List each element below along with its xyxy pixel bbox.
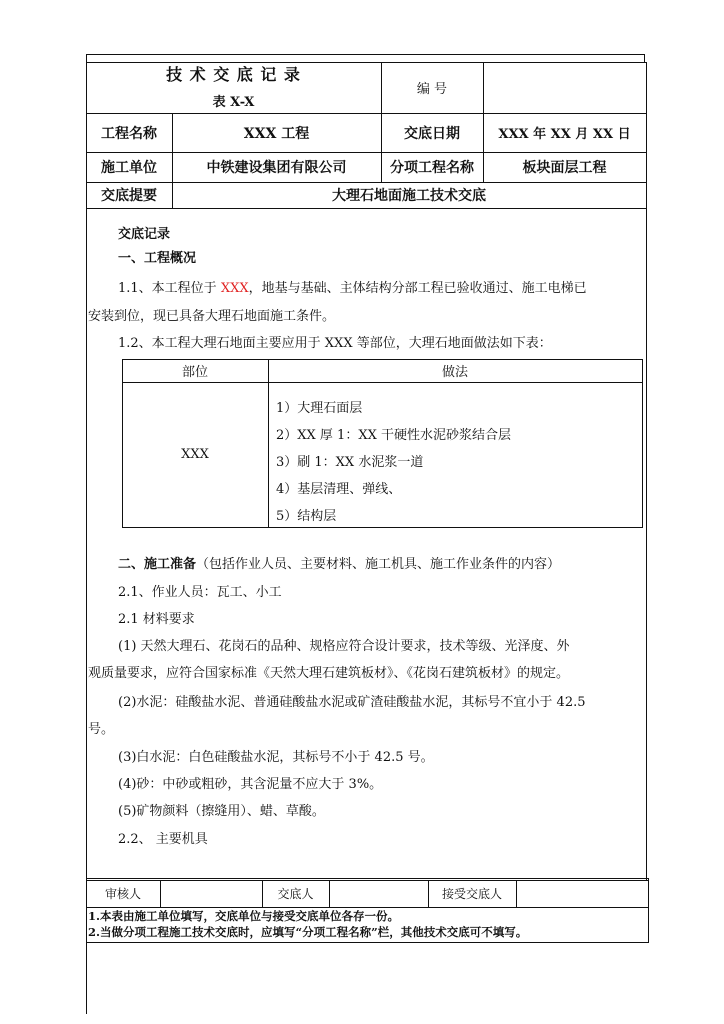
note-1: 1.本表由施工单位填写，交底单位与接受交底单位各存一份。 (88, 909, 400, 923)
summary-label: 交底提要 (101, 188, 157, 204)
method-table-col-method: 做法 (441, 365, 468, 380)
paragraph-1-2: 1.2、本工程大理石地面主要应用于 XXX 等部位，大理石地面做法如下表： (118, 336, 552, 351)
method-step: 1）大理石面层 (276, 401, 363, 416)
unit-value: 中铁建设集团有限公司 (206, 160, 347, 176)
section-1-title: 一、工程概况 (118, 251, 197, 266)
reviewer-label: 审核人 (104, 887, 141, 901)
presenter-label: 交底人 (277, 887, 314, 901)
unit-label: 施工单位 (101, 160, 157, 176)
method-table-col-location: 部位 (181, 365, 208, 380)
paragraph-1-1-start: 1.1、本工程位于 (118, 281, 221, 296)
project-name-value: XXX 工程 (243, 125, 310, 142)
material-2-cont: 号。 (88, 722, 115, 737)
form-title: 技 术 交 底 记 录 (166, 64, 301, 84)
material-5: (5)矿物颜料（擦缝用）、蜡、草酸。 (118, 804, 325, 819)
record-title: 交底记录 (118, 227, 171, 242)
material-3: (3)白水泥：白色硅酸盐水泥，其标号不小于 42.5 号。 (118, 750, 434, 765)
paragraph-1-1-cont: 安装到位，现已具备大理石地面施工条件。 (88, 309, 336, 324)
receiver-label: 接受交底人 (441, 887, 502, 901)
section-2-note: （包括作业人员、主要材料、施工机具、施工作业条件的内容） (196, 557, 561, 572)
summary-value: 大理石地面施工技术交底 (332, 188, 486, 204)
method-step: 3）刷 1：XX 水泥浆一道 (276, 455, 424, 470)
reviewer-signature[interactable] (160, 880, 262, 907)
material-2: (2)水泥：硅酸盐水泥、普通硅酸盐水泥或矿渣硅酸盐水泥，其标号不宜小于 42.5 (118, 695, 586, 710)
paragraph-1-1-end: ，地基与基础、主体结构分部工程已验收通过、施工电梯已 (248, 281, 587, 296)
material-4: (4)砂：中砂或粗砂，其含泥量不应大于 3%。 (118, 777, 383, 792)
receiver-signature[interactable] (516, 880, 648, 907)
presenter-signature[interactable] (329, 880, 428, 907)
sub-project-value: 板块面层工程 (522, 160, 607, 176)
method-step: 4）基层清理、弹线、 (276, 482, 402, 497)
project-location: XXX (220, 281, 249, 296)
form-number: 表 X-X (212, 94, 255, 110)
number-label: 编 号 (416, 82, 448, 97)
sub-project-label: 分项工程名称 (390, 160, 474, 176)
method-table-location: XXX (181, 447, 209, 462)
number-value[interactable] (483, 62, 646, 113)
section-2-title-line (118, 556, 560, 574)
paragraph-2-1b: 2.1 材料要求 (118, 612, 195, 627)
method-step: 2）XX 厚 1：XX 干硬性水泥砂浆结合层 (276, 428, 511, 443)
project-name-label: 工程名称 (101, 125, 157, 142)
section-2-title: 二、施工准备 (118, 557, 197, 572)
method-step: 5）结构层 (276, 509, 337, 524)
date-value: XXX 年 XX 月 XX 日 (498, 127, 631, 142)
paragraph-1-1 (118, 280, 587, 298)
date-label: 交底日期 (404, 125, 460, 142)
paragraph-2-2: 2.2、 主要机具 (118, 832, 208, 847)
material-1-cont: 观质量要求，应符合国家标准《天然大理石建筑板材》、《花岗石建筑板材》的规定。 (88, 666, 570, 681)
note-2: 2.当做分项工程施工技术交底时，应填写“分项工程名称”栏，其他技术交底可不填写。 (88, 925, 528, 939)
paragraph-2-1: 2.1、作业人员：瓦工、小工 (118, 585, 282, 600)
material-1: (1) 天然大理石、花岗石的品种、规格应符合设计要求，技术等级、光泽度、外 (118, 639, 570, 654)
